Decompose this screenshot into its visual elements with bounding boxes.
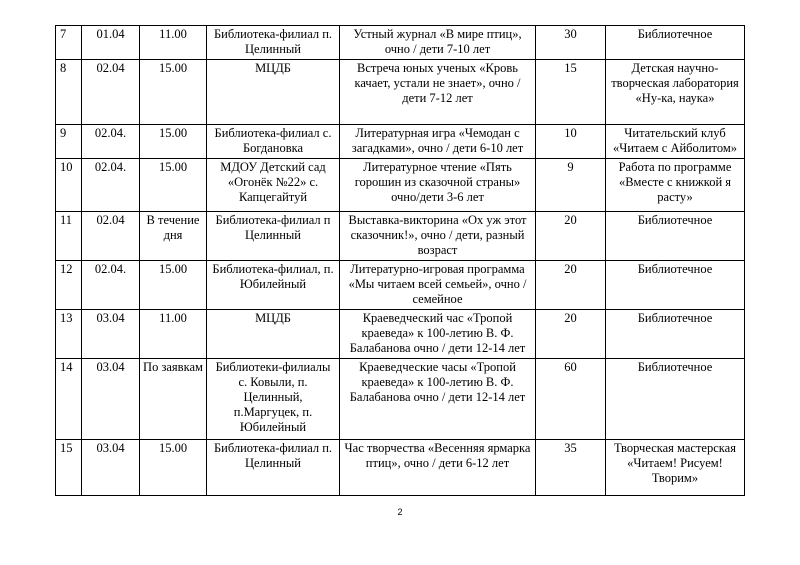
- cell-event: Встреча юных ученых «Кровь качает, устали не знает», очно / дети 7-12 лет: [340, 60, 536, 125]
- cell-program: Читательский клуб «Читаем с Айболитом»: [606, 125, 745, 159]
- cell-venue: Библиотеки-филиалы с. Ковыли, п. Целинный, п.Маргуцек, п. Юбилейный: [207, 359, 340, 440]
- cell-event: Выставка-викторина «Ох уж этот сказочник!», очно / дети, разный возраст: [340, 212, 536, 261]
- table-row: [56, 60, 745, 125]
- cell-venue: Библиотека-филиал с. Богдановка: [207, 125, 340, 159]
- cell-participants: 20: [536, 261, 606, 310]
- table-row: [56, 212, 745, 261]
- cell-participants: 15: [536, 60, 606, 125]
- page-number: 2: [397, 507, 403, 517]
- cell-program: Библиотечное: [606, 212, 745, 261]
- cell-number: 10: [56, 159, 82, 212]
- cell-date: 01.04: [82, 26, 140, 60]
- cell-time: 15.00: [140, 440, 207, 496]
- table-row: [56, 359, 745, 440]
- cell-program: Библиотечное: [606, 310, 745, 359]
- cell-program: Детская научно-творческая лаборатория «Ну-ка, наука»: [606, 60, 745, 125]
- cell-date: 02.04.: [82, 125, 140, 159]
- cell-program: Творческая мастерская «Читаем! Рисуем! Творим»: [606, 440, 745, 496]
- cell-number: 9: [56, 125, 82, 159]
- cell-date: 03.04: [82, 359, 140, 440]
- events-table: [55, 25, 745, 496]
- cell-time: 11.00: [140, 26, 207, 60]
- cell-participants: 10: [536, 125, 606, 159]
- cell-venue: Библиотека-филиал п. Целинный: [207, 26, 340, 60]
- cell-participants: 20: [536, 310, 606, 359]
- cell-event: Час творчества «Весенняя ярмарка птиц», очно / дети 6-12 лет: [340, 440, 536, 496]
- cell-venue: МДОУ Детский сад «Огонёк №22» с. Капцегайтуй: [207, 159, 340, 212]
- cell-event: Устный журнал «В мире птиц», очно / дети 7-10 лет: [340, 26, 536, 60]
- cell-time: 15.00: [140, 125, 207, 159]
- cell-program: Библиотечное: [606, 26, 745, 60]
- cell-time: В течение дня: [140, 212, 207, 261]
- cell-date: 02.04: [82, 212, 140, 261]
- cell-date: 02.04.: [82, 261, 140, 310]
- cell-date: 03.04: [82, 440, 140, 496]
- cell-program: Библиотечное: [606, 261, 745, 310]
- cell-number: 8: [56, 60, 82, 125]
- cell-event: Краеведческие часы «Тропой краеведа» к 100-летию В. Ф. Балабанова очно / дети 12-14 лет: [340, 359, 536, 440]
- cell-time: 11.00: [140, 310, 207, 359]
- cell-venue: МЦДБ: [207, 60, 340, 125]
- table-row: [56, 310, 745, 359]
- cell-event: Краеведческий час «Тропой краеведа» к 100-летию В. Ф. Балабанова очно / дети 12-14 лет: [340, 310, 536, 359]
- cell-participants: 30: [536, 26, 606, 60]
- cell-program: Библиотечное: [606, 359, 745, 440]
- cell-event: Литературно-игровая программа «Мы читаем всей семьей», очно / семейное: [340, 261, 536, 310]
- cell-date: 02.04.: [82, 159, 140, 212]
- cell-number: 11: [56, 212, 82, 261]
- cell-participants: 20: [536, 212, 606, 261]
- table-row: [56, 26, 745, 60]
- cell-number: 15: [56, 440, 82, 496]
- events-table-body: [56, 26, 745, 496]
- cell-date: 02.04: [82, 60, 140, 125]
- cell-number: 14: [56, 359, 82, 440]
- cell-time: 15.00: [140, 159, 207, 212]
- cell-number: 13: [56, 310, 82, 359]
- cell-participants: 60: [536, 359, 606, 440]
- cell-event: Литературная игра «Чемодан с загадками», очно / дети 6-10 лет: [340, 125, 536, 159]
- cell-number: 7: [56, 26, 82, 60]
- cell-venue: Библиотека-филиал п. Целинный: [207, 440, 340, 496]
- cell-time: 15.00: [140, 60, 207, 125]
- cell-venue: МЦДБ: [207, 310, 340, 359]
- cell-time: По заявкам: [140, 359, 207, 440]
- cell-venue: Библиотека-филиал, п. Юбилейный: [207, 261, 340, 310]
- cell-number: 12: [56, 261, 82, 310]
- table-row: [56, 261, 745, 310]
- cell-participants: 35: [536, 440, 606, 496]
- table-row: [56, 440, 745, 496]
- cell-venue: Библиотека-филиал п Целинный: [207, 212, 340, 261]
- cell-participants: 9: [536, 159, 606, 212]
- cell-program: Работа по программе «Вместе с книжкой я расту»: [606, 159, 745, 212]
- cell-date: 03.04: [82, 310, 140, 359]
- cell-time: 15.00: [140, 261, 207, 310]
- table-row: [56, 159, 745, 212]
- table-row: [56, 125, 745, 159]
- cell-event: Литературное чтение «Пять горошин из сказочной страны» очно/дети 3-6 лет: [340, 159, 536, 212]
